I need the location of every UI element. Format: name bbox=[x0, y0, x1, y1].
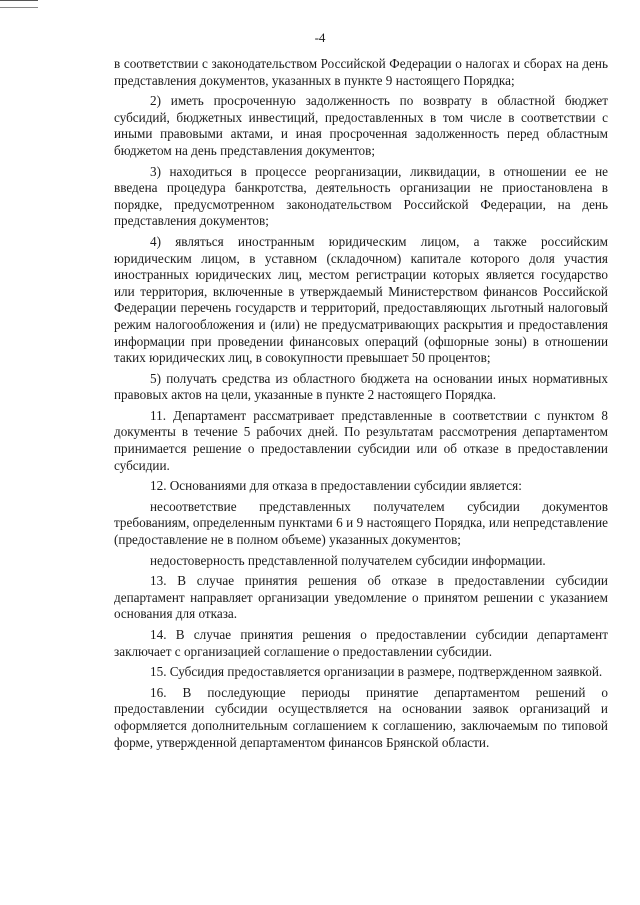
paragraph-refusal-ground-1: несоответствие представленных получателем субсидии документов требованиям, определенным пунктами 6 и 9 настоящего Порядка, или непредставление (предоставление не в полном объеме) указанных документов; bbox=[114, 498, 608, 548]
page-number: -4 bbox=[314, 30, 326, 45]
paragraph-continuation: в соответствии с законодательством Российской Федерации о налогах и сборах на день представления документов, указанных в пункте 9 настоящего Порядка; bbox=[114, 56, 608, 88]
paragraph-refusal-ground-2: недостоверность представленной получателем субсидии информации. bbox=[150, 552, 546, 568]
paragraph-item-3: 3) находиться в процессе реорганизации, ликвидации, в отношении ее не введена процедура банкротства, деятельность организации не приостановлена в порядке, предусмотренном законодательством Российской Федерации, на день представления документов; bbox=[114, 163, 608, 229]
paragraph-clause-16: 16. В последующие периоды принятие департаментом решений о предоставлении субсидии осуществляется на основании заявок организаций и оформляется дополнительным соглашением к соглашению, заключаемым по типовой форме, утвержденной департаментом финансов Брянской области. bbox=[114, 684, 608, 750]
paragraph-clause-12: 12. Основаниями для отказа в предоставлении субсидии является: bbox=[150, 478, 522, 494]
document-body bbox=[114, 56, 608, 755]
paragraph-clause-11: 11. Департамент рассматривает представленные в соответствии с пунктом 8 документы в течение 5 рабочих дней. По результатам рассмотрения департаментом принимается решение о предоставлении субсидии или об отказе в предоставлении субсидии. bbox=[114, 407, 608, 473]
paragraph-item-2: 2) иметь просроченную задолженность по возврату в областной бюджет субсидий, бюджетных инвестиций, предоставленных в том числе в соответствии с иными правовыми актами, и иная просроченная задолженность перед областным бюджетом на день представления документов; bbox=[114, 93, 608, 158]
scan-corner-mark bbox=[0, 0, 38, 8]
paragraph-clause-14: 14. В случае принятия решения о предоставлении субсидии департамент заключает с организацией соглашение о предоставлении субсидии. bbox=[114, 627, 608, 659]
paragraph-item-4: 4) являться иностранным юридическим лицом, а также российским юридическим лицом, в уставном (складочном) капитале которого доля участия иностранных юридических лиц, местом регистрации которых является государство или территория, включенные в утверждаемый Министерством финансов Российской Федерации перечень государств и территорий, предоставляющих льготный налоговый режим налогообложения и (или) не предусматривающих раскрытия и предоставления информации при проведении финансовых операций (офшорные зоны) в отношении таких юридических лиц, в совокупности превышает 50 процентов; bbox=[114, 233, 608, 366]
paragraph-clause-15: 15. Субсидия предоставляется организации в размере, подтвержденном заявкой. bbox=[150, 664, 603, 680]
paragraph-item-5: 5) получать средства из областного бюджета на основании иных нормативных правовых актов на цели, указанные в пункте 2 настоящего Порядка. bbox=[114, 370, 608, 403]
paragraph-clause-13: 13. В случае принятия решения об отказе в предоставлении субсидии департамент направляет организации уведомление о принятом решении с указанием основания для отказа. bbox=[114, 573, 608, 622]
